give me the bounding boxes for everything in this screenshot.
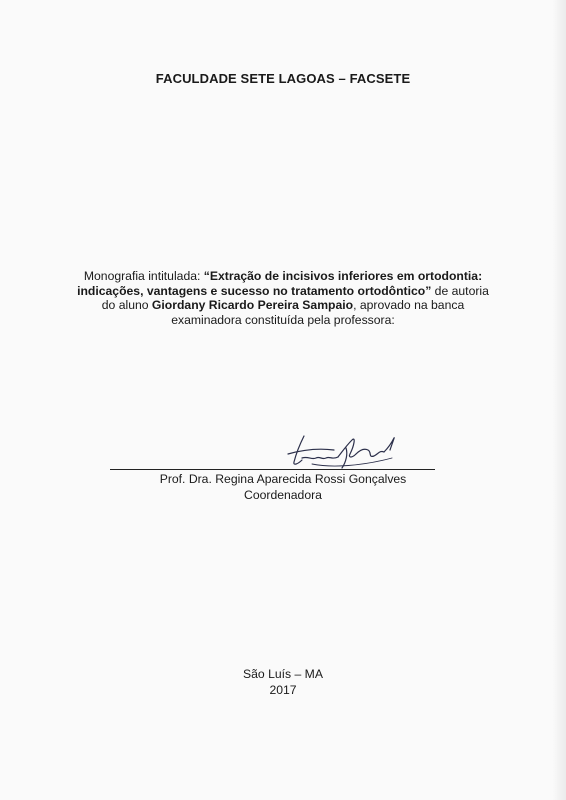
approval-statement bbox=[70, 269, 496, 327]
signer-name: Prof. Dra. Regina Aparecida Rossi Gonçalves bbox=[159, 472, 407, 486]
monograph-title: “Extração de incisivos inferiores em ortodontia: indicações, vantagens e sucesso no tratamento ortodôntico” bbox=[77, 269, 483, 298]
signer-role: Coordenadora bbox=[244, 488, 322, 502]
author-name: Giordany Ricardo Pereira Sampaio bbox=[151, 298, 354, 313]
statement-by: de autoria do aluno bbox=[101, 283, 489, 313]
year-label: 2017 bbox=[269, 683, 297, 697]
statement-closing: , aprovado na banca examinadora constituída pela professora: bbox=[171, 298, 465, 327]
signature-line bbox=[110, 469, 435, 470]
place-label: São Luís – MA bbox=[243, 667, 323, 681]
statement-intro: Monografia intitulada: bbox=[83, 269, 204, 283]
institution-title: FACULDADE SETE LAGOAS – FACSETE bbox=[155, 71, 411, 86]
handwritten-signature bbox=[282, 424, 412, 474]
